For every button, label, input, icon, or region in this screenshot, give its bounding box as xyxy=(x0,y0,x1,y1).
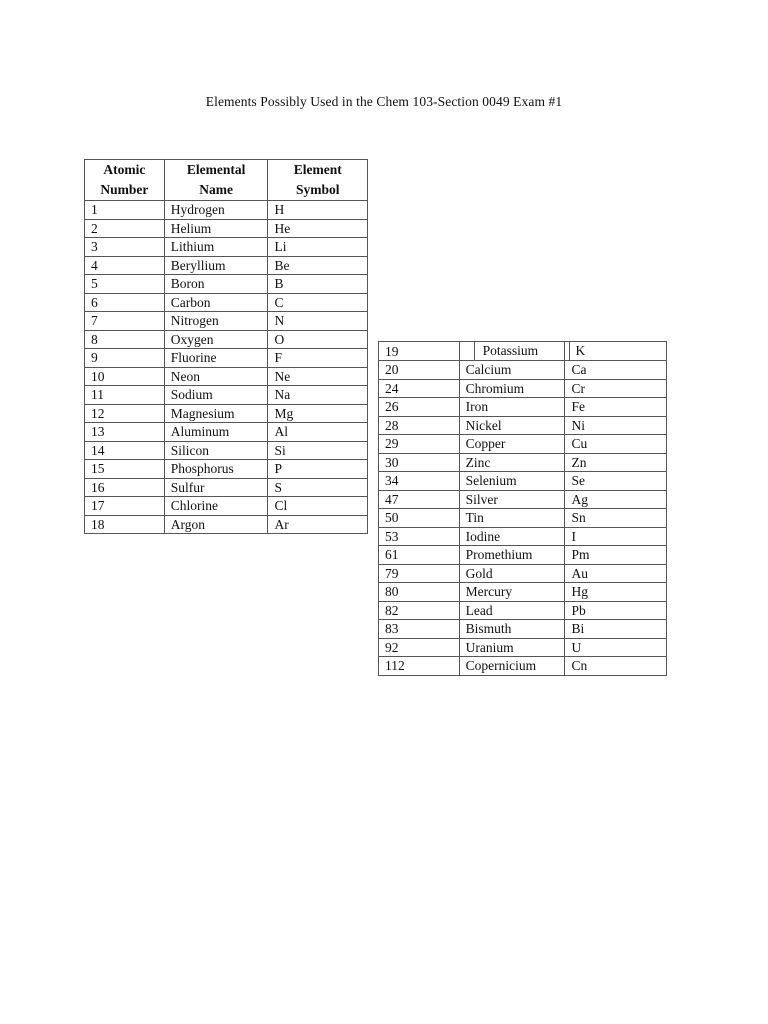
table-row xyxy=(85,515,368,534)
element-name-cell: Magnesium xyxy=(164,404,268,423)
element-symbol-cell: Se xyxy=(565,472,667,491)
element-name-cell: Beryllium xyxy=(164,256,268,275)
element-name-cell: Iodine xyxy=(459,527,565,546)
atomic-number-cell: 17 xyxy=(85,497,165,516)
atomic-number-cell: 112 xyxy=(379,657,460,676)
page-title: Elements Possibly Used in the Chem 103-Section 0049 Exam #1 xyxy=(205,94,563,109)
atomic-number-cell: 11 xyxy=(85,386,165,405)
table-row xyxy=(379,435,667,454)
element-symbol-cell: Cn xyxy=(565,657,667,676)
element-symbol-cell: I xyxy=(565,527,667,546)
atomic-number-cell: 53 xyxy=(379,527,460,546)
atomic-number-cell: 4 xyxy=(85,256,165,275)
element-name-cell: Aluminum xyxy=(164,423,268,442)
table-row xyxy=(379,361,667,380)
element-symbol-cell: Cl xyxy=(268,497,368,516)
atomic-number-cell: 50 xyxy=(379,509,460,528)
element-name-cell: Sodium xyxy=(164,386,268,405)
element-name-cell: Nickel xyxy=(459,416,565,435)
element-symbol-cell: He xyxy=(268,219,368,238)
table-row xyxy=(85,423,368,442)
element-symbol-cell: N xyxy=(268,312,368,331)
table-row xyxy=(379,509,667,528)
table-row xyxy=(379,638,667,657)
element-name-cell: Calcium xyxy=(459,361,565,380)
atomic-number-cell: 30 xyxy=(379,453,460,472)
table-row xyxy=(85,201,368,220)
element-name-cell: Silicon xyxy=(164,441,268,460)
element-symbol-cell: Ca xyxy=(565,361,667,380)
table-row xyxy=(379,601,667,620)
element-symbol-cell: Pm xyxy=(565,546,667,565)
atomic-number-cell: 16 xyxy=(85,478,165,497)
atomic-number-cell: 13 xyxy=(85,423,165,442)
table-row xyxy=(379,546,667,565)
table-row xyxy=(85,256,368,275)
atomic-number-cell: 12 xyxy=(85,404,165,423)
element-symbol-cell: Au xyxy=(565,564,667,583)
element-name-cell: Nitrogen xyxy=(164,312,268,331)
element-name-cell: Fluorine xyxy=(164,349,268,368)
atomic-number-cell: 5 xyxy=(85,275,165,294)
table-row xyxy=(379,379,667,398)
element-name-cell: Tin xyxy=(459,509,565,528)
element-name-cell: Selenium xyxy=(459,472,565,491)
table-row xyxy=(379,416,667,435)
element-symbol-cell: B xyxy=(268,275,368,294)
atomic-number-cell: 61 xyxy=(379,546,460,565)
element-name-text: Potassium xyxy=(482,343,539,358)
element-symbol-cell: S xyxy=(268,478,368,497)
element-symbol-cell: F xyxy=(268,349,368,368)
table-row xyxy=(379,657,667,676)
element-symbol-text: K xyxy=(575,343,586,358)
table-row xyxy=(379,564,667,583)
table-row xyxy=(85,219,368,238)
element-name-cell: Copernicium xyxy=(459,657,565,676)
element-symbol-cell: H xyxy=(268,201,368,220)
element-name-cell xyxy=(459,342,565,361)
atomic-number-cell: 3 xyxy=(85,238,165,257)
table-row xyxy=(85,312,368,331)
atomic-number-cell: 18 xyxy=(85,515,165,534)
table-row xyxy=(85,367,368,386)
element-name-cell: Phosphorus xyxy=(164,460,268,479)
element-symbol-cell: Ar xyxy=(268,515,368,534)
table-row xyxy=(379,527,667,546)
atomic-number-cell: 24 xyxy=(379,379,460,398)
element-name-cell: Zinc xyxy=(459,453,565,472)
atomic-number-cell: 6 xyxy=(85,293,165,312)
atomic-number-cell: 9 xyxy=(85,349,165,368)
element-symbol-cell: Ne xyxy=(268,367,368,386)
table-row xyxy=(85,330,368,349)
atomic-number-cell: 2 xyxy=(85,219,165,238)
header-line: Number xyxy=(100,182,149,197)
atomic-number-cell: 7 xyxy=(85,312,165,331)
element-symbol-cell: Si xyxy=(268,441,368,460)
table-row xyxy=(379,490,667,509)
atomic-number-cell: 20 xyxy=(379,361,460,380)
atomic-number-cell: 10 xyxy=(85,367,165,386)
cell-divider xyxy=(460,342,475,360)
header-line: Atomic xyxy=(103,162,146,177)
element-name-cell: Bismuth xyxy=(459,620,565,639)
element-symbol-cell: Sn xyxy=(565,509,667,528)
atomic-number-cell: 8 xyxy=(85,330,165,349)
elements-table-left xyxy=(84,159,368,534)
table-row xyxy=(85,441,368,460)
header-atomic-number xyxy=(85,160,165,201)
element-symbol-cell: Cu xyxy=(565,435,667,454)
table-row xyxy=(85,404,368,423)
element-symbol-cell: Cr xyxy=(565,379,667,398)
element-name-cell: Iron xyxy=(459,398,565,417)
element-symbol-cell: C xyxy=(268,293,368,312)
element-symbol-cell: O xyxy=(268,330,368,349)
element-name-cell: Argon xyxy=(164,515,268,534)
atomic-number-cell: 15 xyxy=(85,460,165,479)
element-name-cell: Chromium xyxy=(459,379,565,398)
atomic-number-cell: 29 xyxy=(379,435,460,454)
element-name-cell: Hydrogen xyxy=(164,201,268,220)
element-symbol-cell: Na xyxy=(268,386,368,405)
table-row xyxy=(85,275,368,294)
atomic-number-cell: 47 xyxy=(379,490,460,509)
element-symbol-cell: P xyxy=(268,460,368,479)
atomic-number-cell: 82 xyxy=(379,601,460,620)
table-row xyxy=(379,342,667,361)
element-symbol-cell: Mg xyxy=(268,404,368,423)
element-symbol-cell: Pb xyxy=(565,601,667,620)
header-element-symbol xyxy=(268,160,368,201)
table-row xyxy=(379,583,667,602)
element-symbol-cell xyxy=(565,342,667,361)
header-line: Name xyxy=(199,182,233,197)
header-line: Symbol xyxy=(295,182,340,197)
table-header-row xyxy=(85,160,368,201)
atomic-number-cell: 80 xyxy=(379,583,460,602)
table-row xyxy=(85,478,368,497)
element-name-cell: Mercury xyxy=(459,583,565,602)
atomic-number-cell: 14 xyxy=(85,441,165,460)
header-elemental-name xyxy=(164,160,268,201)
element-symbol-cell: Ni xyxy=(565,416,667,435)
atomic-number-cell: 92 xyxy=(379,638,460,657)
atomic-number-cell: 26 xyxy=(379,398,460,417)
table-row xyxy=(85,460,368,479)
atomic-number-cell: 34 xyxy=(379,472,460,491)
atomic-number-cell: 28 xyxy=(379,416,460,435)
element-name-cell: Lithium xyxy=(164,238,268,257)
element-symbol-cell: Be xyxy=(268,256,368,275)
element-symbol-cell: Fe xyxy=(565,398,667,417)
table-row xyxy=(379,620,667,639)
element-symbol-cell: Bi xyxy=(565,620,667,639)
header-line: Element xyxy=(293,162,342,177)
table-row xyxy=(85,497,368,516)
table-row xyxy=(85,349,368,368)
element-name-cell: Silver xyxy=(459,490,565,509)
element-name-cell: Gold xyxy=(459,564,565,583)
element-symbol-cell: Hg xyxy=(565,583,667,602)
table-row xyxy=(85,293,368,312)
element-symbol-cell: Ag xyxy=(565,490,667,509)
element-symbol-cell: Zn xyxy=(565,453,667,472)
element-name-cell: Chlorine xyxy=(164,497,268,516)
table-row xyxy=(379,472,667,491)
atomic-number-cell: 79 xyxy=(379,564,460,583)
element-symbol-cell: Al xyxy=(268,423,368,442)
element-name-cell: Carbon xyxy=(164,293,268,312)
table-row xyxy=(85,238,368,257)
element-name-cell: Lead xyxy=(459,601,565,620)
element-name-cell: Uranium xyxy=(459,638,565,657)
element-name-cell: Boron xyxy=(164,275,268,294)
atomic-number-cell: 83 xyxy=(379,620,460,639)
element-name-cell: Neon xyxy=(164,367,268,386)
element-symbol-cell: U xyxy=(565,638,667,657)
element-name-cell: Oxygen xyxy=(164,330,268,349)
element-name-cell: Sulfur xyxy=(164,478,268,497)
header-line: Elemental xyxy=(186,162,246,177)
atomic-number-cell: 1 xyxy=(85,201,165,220)
elements-table-right xyxy=(378,341,667,676)
table-row xyxy=(379,398,667,417)
table-row xyxy=(379,453,667,472)
element-name-cell: Helium xyxy=(164,219,268,238)
atomic-number-cell: 19 xyxy=(379,342,460,361)
table-row xyxy=(85,386,368,405)
element-name-cell: Promethium xyxy=(459,546,565,565)
element-name-cell: Copper xyxy=(459,435,565,454)
element-symbol-cell: Li xyxy=(268,238,368,257)
